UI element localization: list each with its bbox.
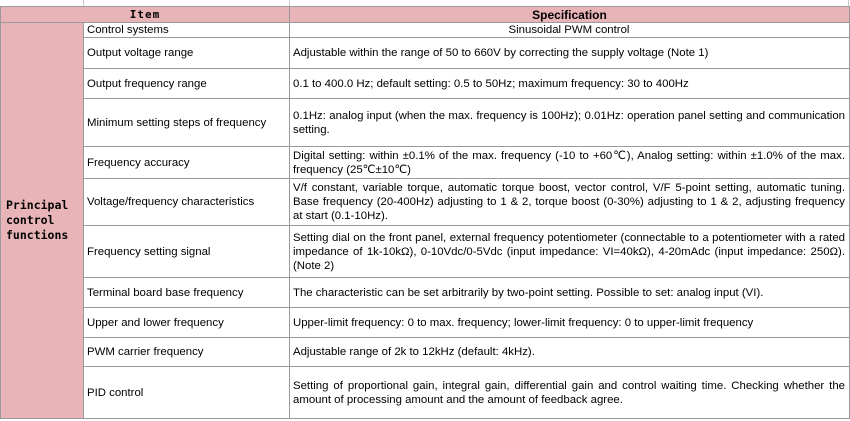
- spec-cell: Sinusoidal PWM control: [290, 23, 850, 38]
- table-row: [1, 23, 850, 38]
- item-cell: PID control: [84, 367, 290, 419]
- table-row: [1, 147, 850, 179]
- specification-table: [0, 6, 850, 419]
- table-row: [1, 99, 850, 147]
- item-cell: Control systems: [84, 23, 290, 38]
- item-cell: Output frequency range: [84, 69, 290, 99]
- spec-cell: Setting dial on the front panel, external frequency potentiometer (connectable to a potentiometer with a rated impedance of 1k-10kΩ), 0-10Vdc/0-5Vdc (input impedance: VI=40kΩ), 4-20mAdc (input impedance: 250Ω).(Note 2): [290, 226, 850, 278]
- table-row: [1, 338, 850, 367]
- group-label: Principal control functions: [1, 23, 84, 419]
- item-cell: PWM carrier frequency: [84, 338, 290, 367]
- item-cell: Voltage/frequency characteristics: [84, 179, 290, 226]
- table-row: [1, 308, 850, 338]
- table-row: [1, 179, 850, 226]
- table-row: [1, 367, 850, 419]
- table-row: [1, 69, 850, 99]
- spec-cell: 0.1 to 400.0 Hz; default setting: 0.5 to 50Hz; maximum frequency: 30 to 400Hz: [290, 69, 850, 99]
- spec-cell: Adjustable range of 2k to 12kHz (default: 4kHz).: [290, 338, 850, 367]
- spec-cell: Upper-limit frequency: 0 to max. frequency; lower-limit frequency: 0 to upper-limit frequency: [290, 308, 850, 338]
- header-row: [1, 7, 850, 23]
- item-cell: Frequency accuracy: [84, 147, 290, 179]
- table-row: [1, 226, 850, 278]
- spec-cell: Setting of proportional gain, integral gain, differential gain and control waiting time. Checking whether the amount of processing amount and the amount of feedback agree.: [290, 367, 850, 419]
- item-column-header: Item: [1, 7, 290, 23]
- table-row: [1, 38, 850, 69]
- item-cell: Minimum setting steps of frequency: [84, 99, 290, 147]
- item-cell: Terminal board base frequency: [84, 278, 290, 308]
- item-cell: Frequency setting signal: [84, 226, 290, 278]
- item-cell: Upper and lower frequency: [84, 308, 290, 338]
- item-cell: Output voltage range: [84, 38, 290, 69]
- spec-cell: The characteristic can be set arbitrarily by two-point setting. Possible to set: analog input (VI).: [290, 278, 850, 308]
- specification-column-header: Specification: [290, 7, 850, 23]
- spec-cell: V/f constant, variable torque, automatic torque boost, vector control, V/F 5-point setting, automatic tuning. Base frequency (20-400Hz) adjusting to 1 & 2, torque boost (0-30%) adjusting to 1 & 2, adjusting frequency at start (0.1-10Hz).: [290, 179, 850, 226]
- spec-cell: Adjustable within the range of 50 to 660V by correcting the supply voltage (Note 1): [290, 38, 850, 69]
- spec-cell: Digital setting: within ±0.1% of the max. frequency (-10 to +60℃), Analog setting: within ±1.0% of the max. frequency (25℃±10℃): [290, 147, 850, 179]
- spec-cell: 0.1Hz: analog input (when the max. frequency is 100Hz); 0.01Hz: operation panel setting and communication setting.: [290, 99, 850, 147]
- table-row: [1, 278, 850, 308]
